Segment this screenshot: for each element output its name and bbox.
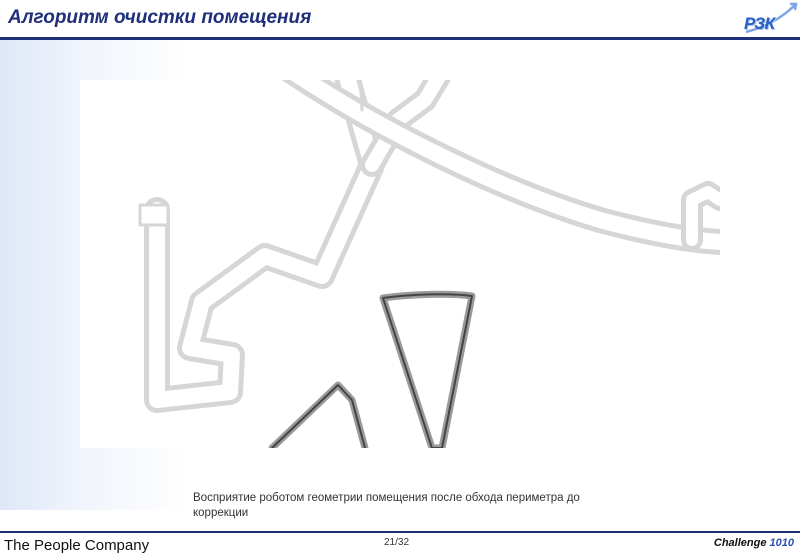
obstacle-triangle-small — [272, 385, 365, 448]
footer-divider — [0, 531, 800, 533]
company-logo — [740, 2, 798, 36]
footer-company: The People Company — [4, 537, 150, 554]
slide-title: Алгоритм очистки помещения — [8, 7, 312, 28]
page-number: 21/32 — [384, 537, 410, 548]
footer-challenge — [714, 537, 794, 549]
logo-text: РЗК — [744, 14, 775, 33]
challenge-label: Challenge — [713, 537, 767, 549]
challenge-number: 1010 — [769, 537, 794, 549]
figure-caption: Восприятие роботом геометрии помещения после обхода периметра до коррекции — [193, 492, 580, 519]
title-divider — [0, 37, 800, 40]
room-perimeter-figure — [80, 80, 720, 448]
robot-path-drawing — [80, 80, 720, 448]
obstacle-triangle-large — [383, 294, 472, 448]
